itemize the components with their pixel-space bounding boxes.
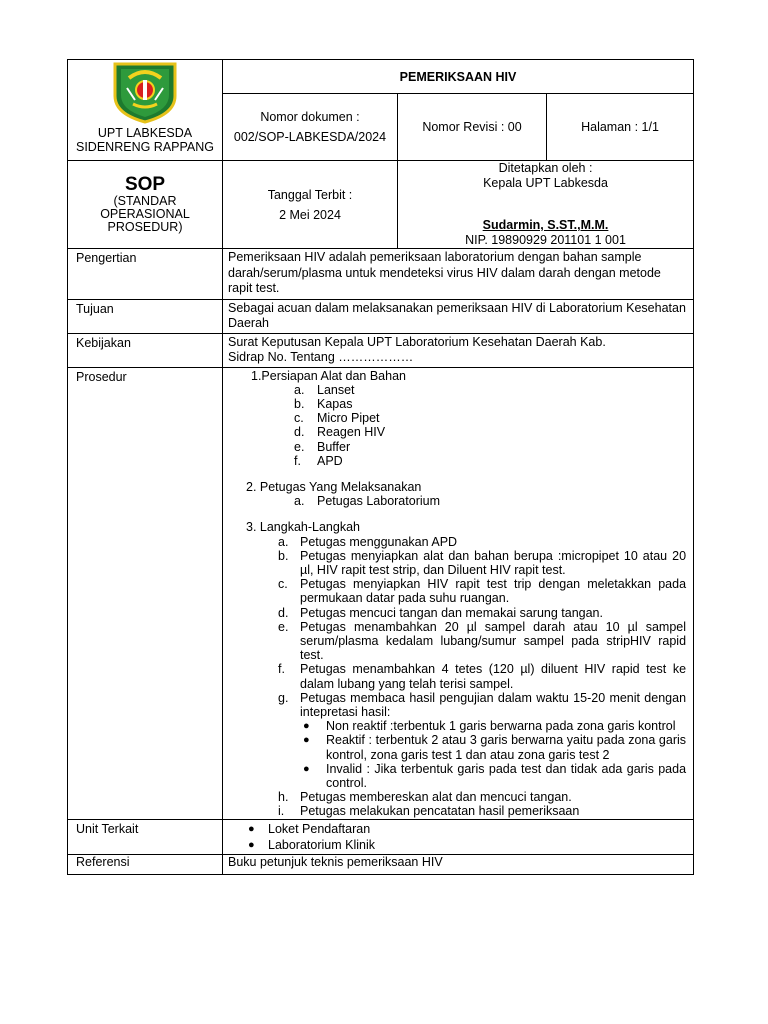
referensi-text: Buku petunjuk teknis pemeriksaan HIV [223,854,694,875]
prosedur-cell [223,367,694,819]
tanggal-terbit-label: Tanggal Terbit : [267,187,353,202]
ditetapkan-cell [398,161,694,249]
prosedur-part3-title: 3. Langkah-Langkah [246,520,360,535]
ditetapkan-label: Ditetapkan oleh : [498,161,593,175]
alat-bahan-item [228,440,688,454]
list-item-text: Petugas membereskan alat dan mencuci tangan. [300,790,572,805]
list-marker: b. [278,548,289,563]
prosedur-part2-title: 2. Petugas Yang Melaksanakan [246,479,422,494]
ditetapkan-jabatan: Kepala UPT Labkesda [483,176,608,190]
prosedur-part1-title: 1.Persiapan Alat dan Bahan [251,368,406,383]
alat-bahan-item [228,411,688,425]
langkah-item [228,535,688,549]
tanggal-terbit-value: 2 Mei 2024 [279,207,341,222]
ditetapkan-nip: NIP. 19890929 201101 1 001 [465,233,626,247]
list-marker: d. [294,425,305,440]
langkah-item [228,790,688,804]
referensi-label: Referensi [68,854,223,875]
bullet-icon: ● [303,762,310,775]
sop-label-cell [68,161,223,249]
langkah-akhir-list [228,790,688,818]
interpretasi-item [228,719,688,733]
bullet-item-text: Loket Pendaftaran [268,821,371,836]
nomor-revisi: Nomor Revisi : 00 [398,94,547,161]
bullet-icon: ● [248,838,255,851]
langkah-list [228,535,688,720]
interpretasi-hasil-list [228,719,688,790]
unit-terkait-list [228,821,688,853]
list-marker: a. [278,534,289,549]
langkah-item [228,662,688,690]
langkah-item [228,620,688,663]
nomor-dokumen-label: Nomor dokumen : [260,110,360,125]
list-item-text: Micro Pipet [317,411,380,426]
list-item-text: Petugas mencuci tangan dan memakai sarung tangan. [300,605,603,620]
labkesda-logo-icon [107,60,183,124]
list-item-text: Petugas membaca hasil pengujian dalam waktu 15-20 menit dengan intepretasi hasil: [300,690,687,719]
kebijakan-cell [223,333,694,367]
interpretasi-item [228,733,688,761]
list-item-text: APD [317,453,343,468]
list-marker: c. [294,411,304,426]
document-title: PEMERIKSAAN HIV [223,60,694,94]
bullet-item-text: Laboratorium Klinik [268,837,375,852]
list-item-text: Kapas [317,396,353,411]
langkah-item [228,691,688,719]
list-item-text: Petugas menggunakan APD [300,534,458,549]
petugas-list [228,494,688,508]
org-name-line1: UPT LABKESDA [97,126,193,140]
unit-terkait-item [228,837,688,853]
pengertian-text: Pemeriksaan HIV adalah pemeriksaan laboratorium dengan bahan sample darah/serum/plasma untuk mendeteksi virus HIV dalam darah dengan metode rapit test. [223,249,694,300]
bullet-icon: ● [248,822,255,835]
langkah-item [228,804,688,818]
alat-bahan-item [228,383,688,397]
list-item-text: Petugas Laboratorium [317,494,440,509]
list-marker: g. [278,690,289,705]
list-item-text: Reagen HIV [317,425,386,440]
org-name-line2: SIDENRENG RAPPANG [76,140,214,154]
list-item-text: Buffer [317,439,351,454]
bullet-icon: ● [303,734,310,747]
list-marker: i. [278,804,285,819]
list-marker: a. [294,382,305,397]
kebijakan-line2: Sidrap No. Tentang ……………… [228,350,414,364]
sop-subtitle-2: OPERASIONAL [100,207,190,221]
list-marker: h. [278,790,289,805]
interpretasi-item [228,762,688,790]
bullet-item-text: Invalid : Jika terbentuk garis pada test dan tidak ada garis pada control. [326,761,687,790]
list-marker: f. [278,662,285,677]
langkah-item [228,606,688,620]
list-marker: e. [278,619,289,634]
list-item-text: Petugas menambahkan 20 µl sampel darah atau 10 µl sampel serum/plasma kedalam lubang/sumur sampel pada stripHIV rapid test. [300,619,687,663]
alat-bahan-item [228,425,688,439]
bullet-item-text: Reaktif : terbentuk 2 atau 3 garis berwarna yaitu pada zona garis kontrol, zona garis test 1 dan atau zona garis test 2 [326,733,687,762]
kebijakan-label: Kebijakan [68,333,223,367]
nomor-dokumen-value: 002/SOP-LABKESDA/2024 [233,130,387,145]
logo-cell [68,60,223,161]
list-item-text: Lanset [317,382,355,397]
sop-document-table [67,59,694,875]
bullet-icon: ● [303,720,310,733]
prosedur-label: Prosedur [68,367,223,819]
list-item-text: Petugas menyiapkan alat dan bahan berupa :micropipet 10 atau 20 µl, HIV rapit test strip, dan Diluent HIV rapit test. [300,548,687,577]
unit-terkait-item [228,821,688,837]
nomor-dokumen-cell [223,94,398,161]
list-marker: c. [278,577,288,592]
list-item-text: Petugas melakukan pencatatan hasil pemeriksaan [300,804,580,819]
tujuan-label: Tujuan [68,299,223,333]
unit-terkait-label: Unit Terkait [68,819,223,854]
petugas-item [228,494,688,508]
pengertian-label: Pengertian [68,249,223,300]
sop-title: SOP [124,174,166,195]
list-marker: e. [294,439,305,454]
tanggal-terbit-cell [223,161,398,249]
list-marker: d. [278,605,289,620]
langkah-item [228,549,688,577]
kebijakan-line1: Surat Keputusan Kepala UPT Laboratorium Kesehatan Daerah Kab. [228,334,606,349]
halaman: Halaman : 1/1 [547,94,694,161]
unit-terkait-cell [223,819,694,854]
list-item-text: Petugas menyiapkan HIV rapit test trip dengan meletakkan pada permukaan datar pada suhu ruangan. [300,577,687,606]
alat-bahan-item [228,397,688,411]
alat-bahan-list [228,383,688,468]
tujuan-text: Sebagai acuan dalam melaksanakan pemeriksaan HIV di Laboratorium Kesehatan Daerah [223,299,694,333]
langkah-item [228,577,688,605]
alat-bahan-item [228,454,688,468]
sop-subtitle-3: PROSEDUR) [107,220,183,234]
bullet-item-text: Non reaktif :terbentuk 1 garis berwarna pada zona garis kontrol [326,719,676,734]
list-marker: f. [294,453,301,468]
list-item-text: Petugas menambahkan 4 tetes (120 µl) diluent HIV rapid test ke dalam lubang yang telah terisi sampel. [300,662,687,691]
list-marker: b. [294,396,305,411]
list-marker: a. [294,494,305,509]
ditetapkan-nama: Sudarmin, S.ST.,M.M. [482,218,609,232]
sop-subtitle-1: (STANDAR [113,194,177,208]
